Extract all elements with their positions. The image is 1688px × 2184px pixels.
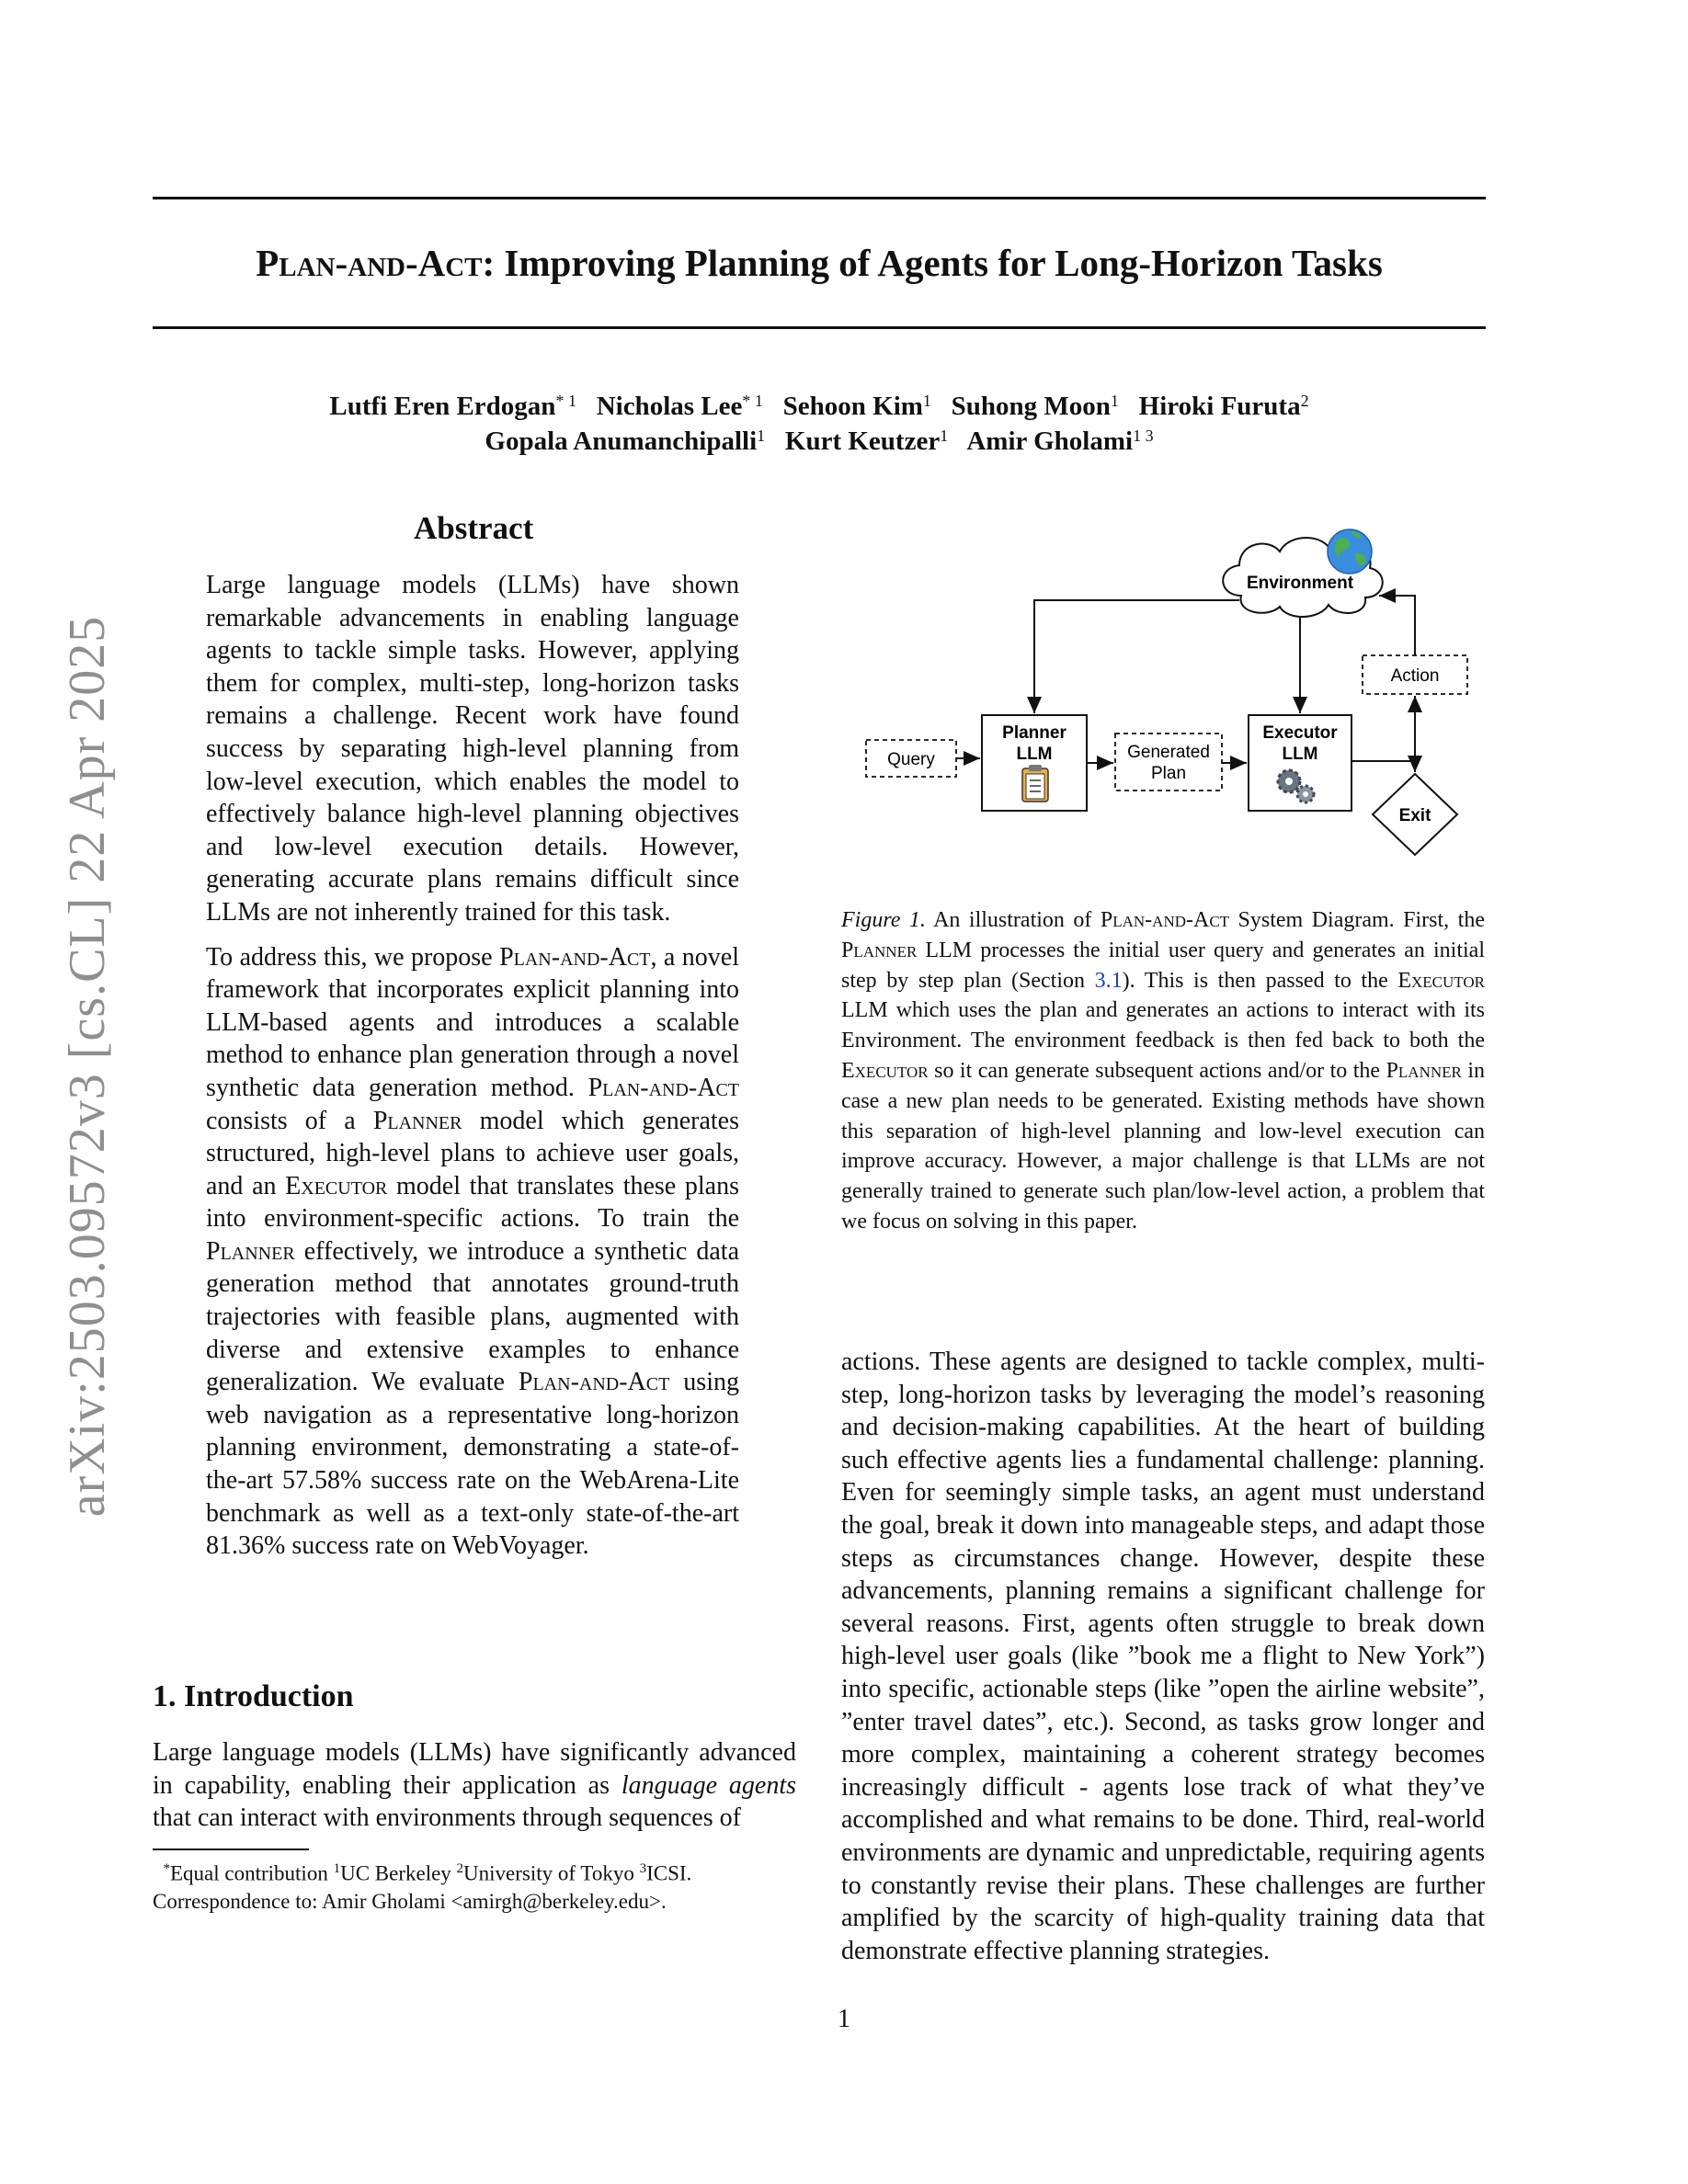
- section-heading-introduction: 1. Introduction: [153, 1679, 354, 1713]
- abstract-paragraph-2: To address this, we propose Plan-and-Act, a novel framework that incorporates explicit planning into LLM-based agents and introduces a scalable method to enhance plan generation through a novel synthetic data generation method. Plan-and-Act consists of a Planner model which generates structured, high-level plans to achieve user goals, and an Executor model that translates these plans into environment-specific actions. To train the Planner effectively, we introduce a synthetic data generation method that annotates ground-truth trajectories with feasible plans, augmented with diverse and extensive examples to enhance generalization. We evaluate Plan-and-Act using web navigation as a representative long-horizon planning environment, demonstrating a state-of-the-art 57.58% success rate on the WebArena-Lite benchmark as well as a text-only state-of-the-art 81.36% success rate on WebVoyager.: [206, 942, 740, 1561]
- intro-left-column: Large language models (LLMs) have significantly advanced in capability, enabling their application as language agents that can interact with environments through sequences of: [153, 1738, 797, 1833]
- abstract-body: [206, 569, 739, 1575]
- system-diagram-svg: [855, 515, 1480, 864]
- author: Kurt Keutzer$^1$: [784, 427, 949, 456]
- author: Suhong Moon$^1$: [951, 392, 1119, 421]
- title-rest: : Improving Planning of Agents for Long-Horizon Tasks: [482, 242, 1383, 284]
- arxiv-identifier: arXiv:2503.09572v3 [cs.CL] 22 Apr 2025: [59, 615, 116, 1518]
- abstract-paragraph-1: Large language models (LLMs) have shown remarkable advancements in enabling language agents to tackle simple tasks. However, applying them for complex, multi-step, long-horizon tasks remains a challenge. Recent work have found success by separating high-level planning from low-level execution, which enables the model to effectively balance high-level planning objectives and low-level execution details. However, generating accurate plans remains difficult since LLMs are not inherently trained for this task.: [206, 571, 739, 927]
- figure-1-diagram: [855, 515, 1480, 864]
- footnote-rule: [153, 1848, 309, 1850]
- title-bottom-rule: [153, 326, 1486, 329]
- author: Hiroki Furuta$^2$: [1138, 392, 1309, 421]
- figure-label: Figure 1.: [841, 908, 926, 932]
- figure-1-caption: Figure 1. An illustration of Plan-and-Act System Diagram. First, the Planner LLM processes the initial user query and generates an initial step by step plan (Section 3.1). This is then passed to the Executor LLM which uses the plan and generates an actions to interact with its Environment. The environment feedback is then fed back to both the Executor so it can generate subsequent actions and/or to the Planner in case a new plan needs to be generated. Existing methods have shown this separation of high-level planning and low-level execution can improve accuracy. However, a major challenge is that LLMs are not generally trained to generate such plan/low-level action, a problem that we focus on solving in this paper.: [841, 908, 1486, 1234]
- author-line-1: [153, 388, 1486, 425]
- executor-label-2: LLM: [1282, 745, 1318, 764]
- author: Gopala Anumanchipalli$^1$: [485, 427, 766, 456]
- action-label: Action: [1390, 666, 1440, 686]
- page-number: 1: [838, 2005, 850, 2033]
- abstract-heading: Abstract: [414, 510, 534, 546]
- author: Sehoon Kim$^1$: [782, 392, 931, 421]
- intro-right-column: actions. These agents are designed to tackle complex, multi-step, long-horizon tasks by leveraging the model’s reasoning and decision-making capabilities. At the heart of building such effective agents lies a fundamental challenge: planning. Even for seemingly simple tasks, an agent must understand the goal, break it down into manageable steps, and adapt those steps as circumstances change. However, despite these advancements, planning remains a significant challenge for several reasons. First, agents often struggle to break down high-level user goals (like ”book me a flight to New York”) into specific, actionable steps (like ”open the airline website”, ”enter travel dates”, etc.). Second, as tasks grow longer and more complex, maintaining a coherent strategy becomes increasingly difficult - agents lose track of what they’ve accomplished and what remains to be done. Third, real-world environments are dynamic and unpredictable, requiring agents to constantly revise their plans. These challenges are further amplified by the scarcity of high-quality training data that demonstrate effective planning strategies.: [841, 1348, 1485, 1965]
- query-label: Query: [887, 750, 935, 769]
- section-reference-link[interactable]: 3.1: [1094, 968, 1123, 993]
- title-top-rule: [153, 197, 1486, 199]
- environment-label: Environment: [1246, 574, 1354, 593]
- author: Amir Gholami$^{1 3}$: [966, 427, 1154, 456]
- author: Lutfi Eren Erdogan$^{* 1}$: [329, 392, 576, 421]
- paper-title: [153, 241, 1486, 285]
- author: Nicholas Lee$^{* 1}$: [596, 392, 763, 421]
- title-system-name: Plan-and-Act: [256, 242, 483, 284]
- planner-label-2: LLM: [1016, 745, 1053, 764]
- generated-plan-label-2: Plan: [1150, 764, 1187, 783]
- clipboard-icon: [1022, 765, 1048, 802]
- author-line-2: [153, 423, 1486, 460]
- arxiv-sidebar: [51, 579, 124, 1553]
- planner-label-1: Planner: [1002, 723, 1066, 743]
- globe-icon: [1328, 529, 1372, 574]
- generated-plan-label-1: Generated: [1127, 743, 1210, 762]
- executor-label-1: Executor: [1262, 723, 1338, 743]
- exit-label: Exit: [1398, 806, 1431, 825]
- footnote: *Equal contribution $^1$UC Berkeley $^2$University of Tokyo $^3$ICSI. Correspondence to: Amir Gholami <amirgh@berkeley.edu>.: [153, 1861, 692, 1913]
